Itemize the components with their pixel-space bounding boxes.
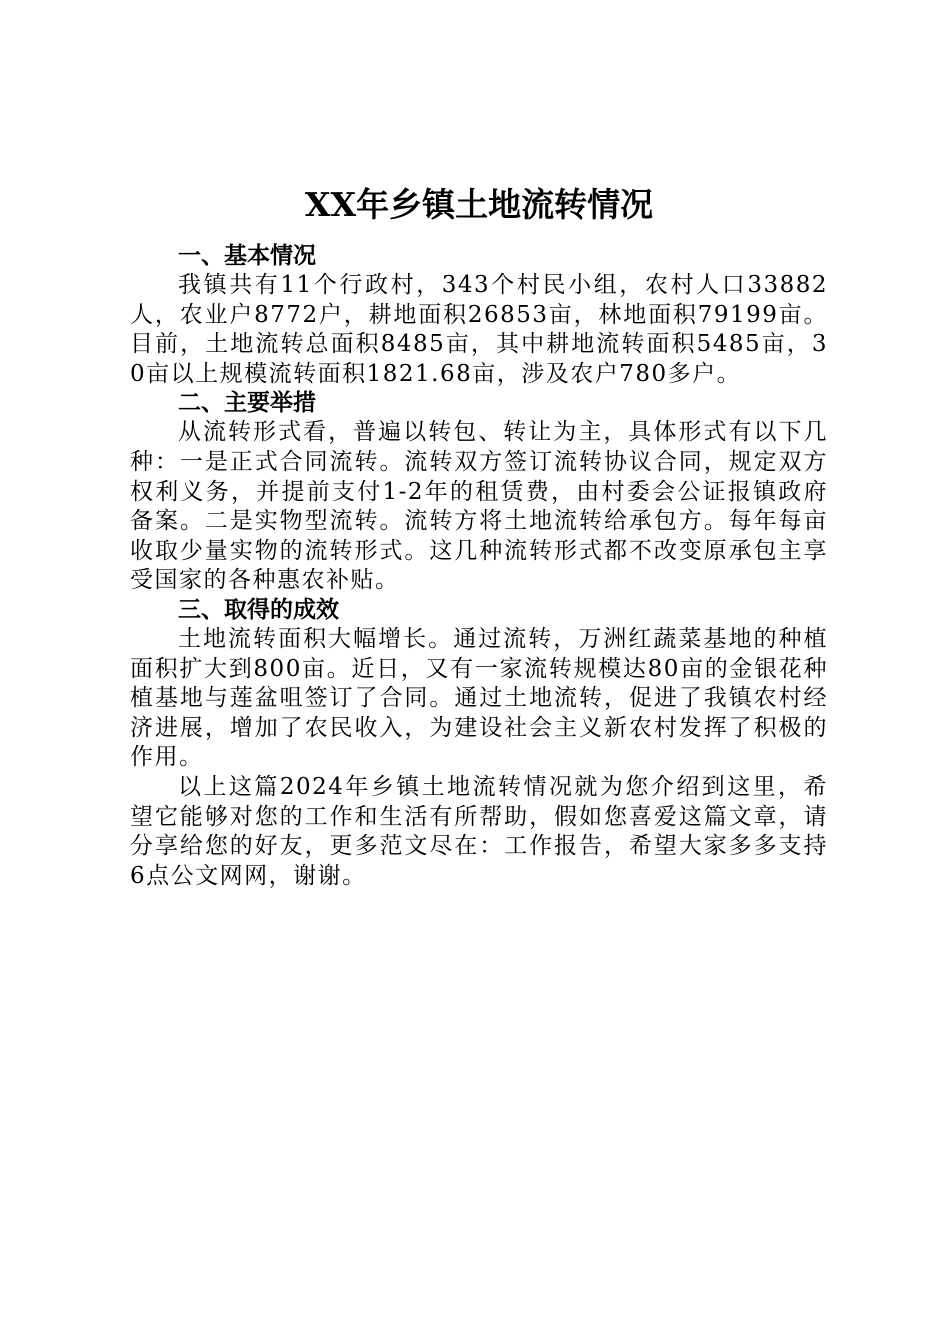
section-paragraph-results: 土地流转面积大幅增长。通过流转，万洲红蔬菜基地的种植面积扩大到800亩。近日，又有一家流转规模达80亩的金银花种植基地与莲盆咀签订了合同。通过土地流转，促进了我镇农村经济进展，增加了农民收入，为建设社会主义新农村发挥了积极的作用。 <box>130 625 828 771</box>
section-heading-basic: 一、基本情况 <box>178 243 316 269</box>
closing-paragraph: 以上这篇2024年乡镇土地流转情况就为您介绍到这里，希望它能够对您的工作和生活有所帮助，假如您喜爱这篇文章，请分享给您的好友，更多范文尽在：工作报告，希望大家多多支持6点公文网网，谢谢。 <box>130 773 828 889</box>
document-title: XX年乡镇土地流转情况 <box>304 185 654 224</box>
section-heading-results: 三、取得的成效 <box>178 596 339 623</box>
section-paragraph-measures: 从流转形式看，普遍以转包、转让为主，具体形式有以下几种：一是正式合同流转。流转双方签订流转协议合同，规定双方权利义务，并提前支付1-2年的租赁费，由村委会公证报镇政府备案。二是实物型流转。流转方将土地流转给承包方。每年每亩收取少量实物的流转形式。这几种流转形式都不改变原承包主享受国家的各种惠农补贴。 <box>130 419 828 594</box>
section-heading-measures: 二、主要举措 <box>178 390 316 417</box>
document-body <box>130 182 828 891</box>
section-paragraph-basic: 我镇共有11个行政村，343个村民小组，农村人口33882人，农业户8772户，耕地面积26853亩，林地面积79199亩。目前，土地流转总面积8485亩，其中耕地流转面积5485亩，30亩以上规模流转面积1821.68亩，涉及农户780多户。 <box>130 272 828 387</box>
